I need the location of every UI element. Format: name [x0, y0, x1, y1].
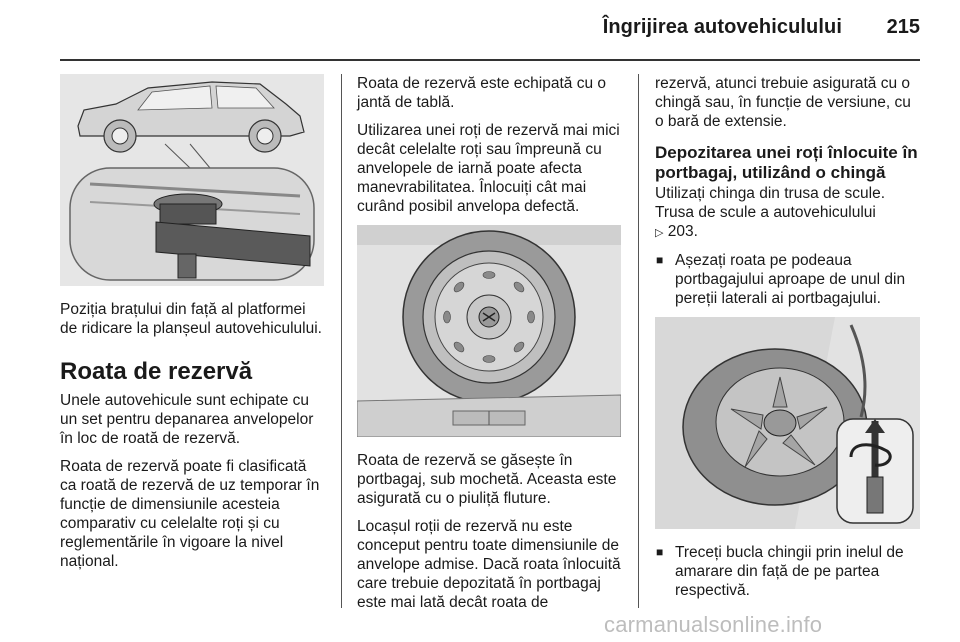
header-rule — [60, 59, 920, 61]
subsection-heading: Depozitarea unei roți înlocuite în portbagaj, utilizând o chingă — [655, 143, 918, 182]
paragraph: Locașul roții de rezervă nu este conceput pentru toate dimensiunile de anvelope admise. Dacă roata înlocuită care trebuie depozitată în portbagaj este mai lată decât roata de — [357, 518, 621, 611]
bullet-square-icon: ■ — [656, 253, 664, 267]
section-heading-spare-wheel: Roata de rezervă — [60, 358, 253, 385]
watermark: carmanualsonline.info — [604, 612, 823, 637]
car-lift-illustration — [60, 74, 324, 286]
paragraph: Roata de rezervă se găsește în portbagaj, sub mochetă. Aceasta este asigurată cu o piuliță fluture. — [357, 452, 617, 507]
strap-wheel-illustration — [655, 317, 920, 529]
reference-arrow-icon: ▷ — [655, 227, 664, 239]
paragraph: Unele autovehicule sunt echipate cu un set pentru depanarea anvelopelor în loc de roată de rezervă. — [60, 392, 314, 447]
bullet-text: Așezați roata pe podeaua portbagajului aproape de unul din pereții laterali ai portbagajului. — [675, 252, 906, 307]
figure-strap-wheel — [655, 317, 920, 529]
reference-page: 203. — [667, 223, 698, 240]
intro-text — [655, 184, 920, 243]
page-reference[interactable] — [655, 222, 920, 243]
figure-spare-wheel-well — [357, 225, 621, 437]
intro-line: Trusa de scule a autovehiculului — [655, 204, 876, 221]
bullet-item — [655, 251, 920, 308]
bullet-item — [655, 543, 920, 600]
figure-lift-platform — [60, 74, 324, 286]
paragraph: Roata de rezervă poate fi clasificată ca roată de rezervă de uz temporar în funcție de dimensiunile acesteia comparativ cu celelalte roți și cu reglementările în vigoare la nivel național. — [60, 458, 320, 570]
bullet-text: Treceți bucla chingii prin inelul de amarare din față de pe partea respectivă. — [675, 544, 904, 599]
intro-line: Utilizați chinga din trusa de scule. — [655, 185, 886, 202]
figure-caption: Poziția brațului din față al platformei de ridicare la planșeul autovehiculului. — [60, 301, 322, 337]
header-title: Îngrijirea autovehiculului — [602, 16, 842, 38]
paragraph: rezervă, atunci trebuie asigurată cu o chingă sau, în funcție de versiune, cu o bară de extensie. — [655, 75, 911, 130]
column-divider — [638, 74, 639, 608]
column-2 — [357, 74, 621, 621]
column-1 — [60, 74, 324, 580]
column-divider — [341, 74, 342, 608]
spare-wheel-illustration — [357, 225, 621, 437]
column-3 — [655, 74, 920, 609]
page-number: 215 — [886, 16, 920, 38]
bullet-square-icon: ■ — [656, 545, 664, 559]
paragraph: Utilizarea unei roți de rezervă mai mici decât celelalte roți sau împreună cu anvelopele de iarnă poate afecta manevrabilitatea. Înlocuiți cât mai curând posibil anvelopa defectă. — [357, 122, 620, 215]
paragraph: Roata de rezervă este echipată cu o jantă de tablă. — [357, 75, 607, 111]
